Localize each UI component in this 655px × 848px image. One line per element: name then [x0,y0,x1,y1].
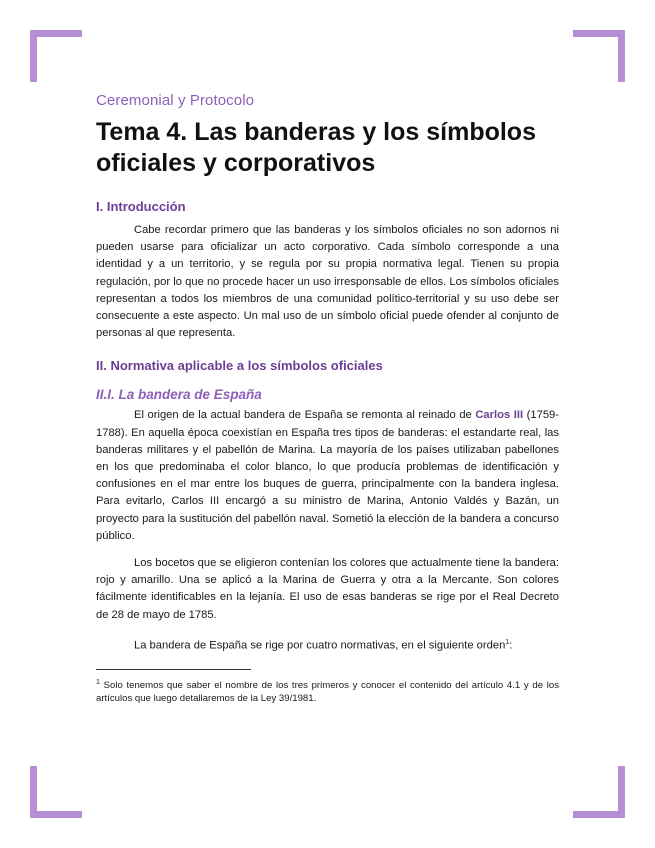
bandera-paragraph-1 [96,407,559,545]
paragraph-text: : [509,639,513,652]
section-heading-normativa: II. Normativa aplicable a los símbolos oficiales [96,358,383,374]
corner-mark-top-left-horizontal [30,30,82,37]
footnote-mark: 1 [96,678,100,686]
page-title: Tema 4. Las banderas y los símbolos oficiales y corporativos [96,118,536,177]
intro-paragraph: Cabe recordar primero que las banderas y los símbolos oficiales no son adornos ni pueden usarse para oficializar un acto corporativo. Cada símbolo corresponde a una identidad y a un territorio, y se regula por su propia normativa legal. Tienen su propia regulación, por lo que no procede hacer un uso irresponsable de ellos. Los símbolos oficiales representan a todos los miembros de una comunidad político-territorial y su uso debe ser consecuente a este aspecto. Un mal uso de un símbolo oficial puede ofender al conjunto de personas al que representa. [96,224,559,340]
bandera-paragraph-2: Los bocetos que se eligieron contenían los colores que actualmente tiene la bandera: rojo y amarillo. Una se aplicó a la Marina de Guerra y otra a la Mercante. Son colores fácilmente identificables en la lejanía. El uso de esas banderas se rige por el Real Decreto de 28 de mayo de 1785. [96,557,559,621]
subject-label: Ceremonial y Protocolo [96,92,255,109]
corner-mark-bottom-left-vertical [30,766,37,818]
footnote-divider [96,669,251,670]
bandera-paragraph-3 [96,634,559,655]
paragraph-text: La bandera de España se rige por cuatro normativas, en el siguiente orden [134,639,506,652]
paragraph-text: (1759-1788). En aquella época coexistían en España tres tipos de banderas: el estandarte real, las banderas militares y el pabellón de Marina. La mayoría de los países utilizaban pabellones en los que predominaba el color blanco, lo que producía problemas de identificación y confusiones en el mar entre los buques de guerra, principalmente con la bandera inglesa. Para evitarlo, Carlos III encargó a su ministro de Marina, Antonio Valdés y Bazán, un proyecto para la sustitución del pabellón naval. Sometió la elección de la bandera a concurso público. [96,409,559,542]
footnote-text: Solo tenemos que saber el nombre de los tres primeros y conocer el contenido del artículo 4.1 y de los artículos que luego detallaremos de la Ley 39/1981. [96,679,559,704]
highlight-carlos-iii: Carlos III [475,409,524,422]
corner-mark-bottom-left-horizontal [30,811,82,818]
paragraph-text: El origen de la actual bandera de España se remonta al reinado de [134,409,476,422]
footnote-reference[interactable]: 1 [505,638,510,646]
corner-mark-bottom-right-vertical [618,766,625,818]
page-content [96,92,559,705]
footnote [96,676,559,705]
subsection-heading-bandera: II.I. La bandera de España [96,387,262,403]
corner-mark-top-left-vertical [30,30,37,82]
corner-mark-top-right-vertical [618,30,625,82]
section-heading-intro: I. Introducción [96,199,186,214]
